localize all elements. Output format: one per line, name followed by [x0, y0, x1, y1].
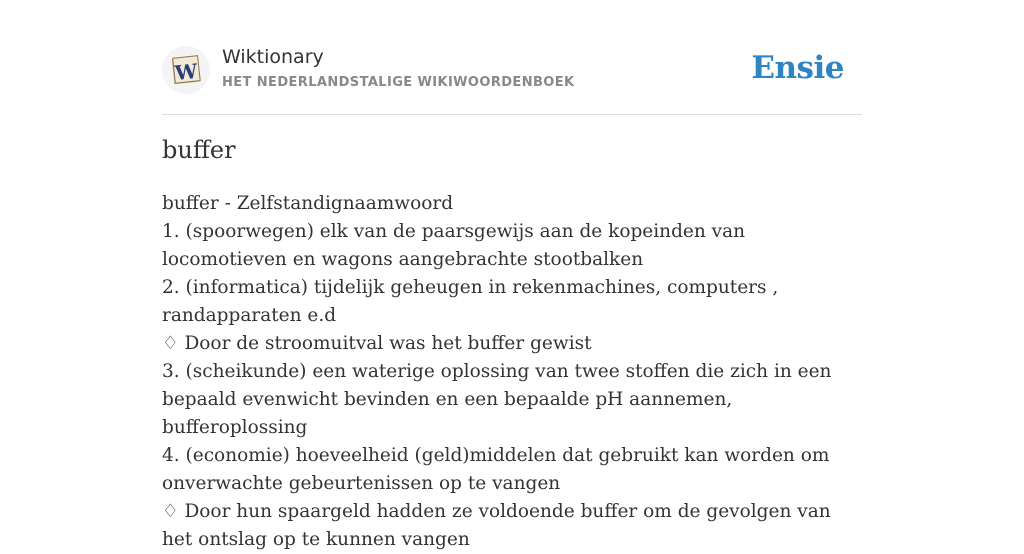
definition-3: 3. (scheikunde) een waterige oplossing van twee stoffen die zich in een bepaald evenwicht bevinden en een bepaalde pH aannemen, bufferoplossing: [162, 361, 832, 438]
w-tile-icon: [170, 54, 202, 86]
entry-heading-line: buffer - Zelfstandignaamwoord: [162, 193, 454, 214]
definition-4: 4. (economie) hoeveelheid (geld)middelen dat gebruikt kan worden om onverwachte gebeurtenissen op te vangen: [162, 445, 830, 494]
site-header: [162, 44, 862, 115]
entry-content: [162, 190, 862, 554]
ensie-brand-logo[interactable]: Ensie: [751, 50, 844, 86]
definition-2: 2. (informatica) tijdelijk geheugen in rekenmachines, computers , randapparaten e.d: [162, 277, 779, 326]
wiktionary-logo-icon[interactable]: [162, 46, 210, 94]
entry-title: buffer: [162, 136, 236, 164]
definition-1: 1. (spoorwegen) elk van de paarsgewijs aan de kopeinden van locomotieven en wagons aangebrachte stootbalken: [162, 221, 746, 270]
svg-text:W: W: [173, 58, 199, 86]
page: [162, 0, 862, 550]
example-4: ♢ Door hun spaargeld hadden ze voldoende buffer om de gevolgen van het ontslag op te kunnen vangen: [162, 501, 831, 550]
example-2: ♢ Door de stroomuitval was het buffer gewist: [162, 333, 592, 354]
site-name[interactable]: Wiktionary: [222, 46, 324, 68]
site-tagline: HET NEDERLANDSTALIGE WIKIWOORDENBOEK: [222, 75, 575, 90]
